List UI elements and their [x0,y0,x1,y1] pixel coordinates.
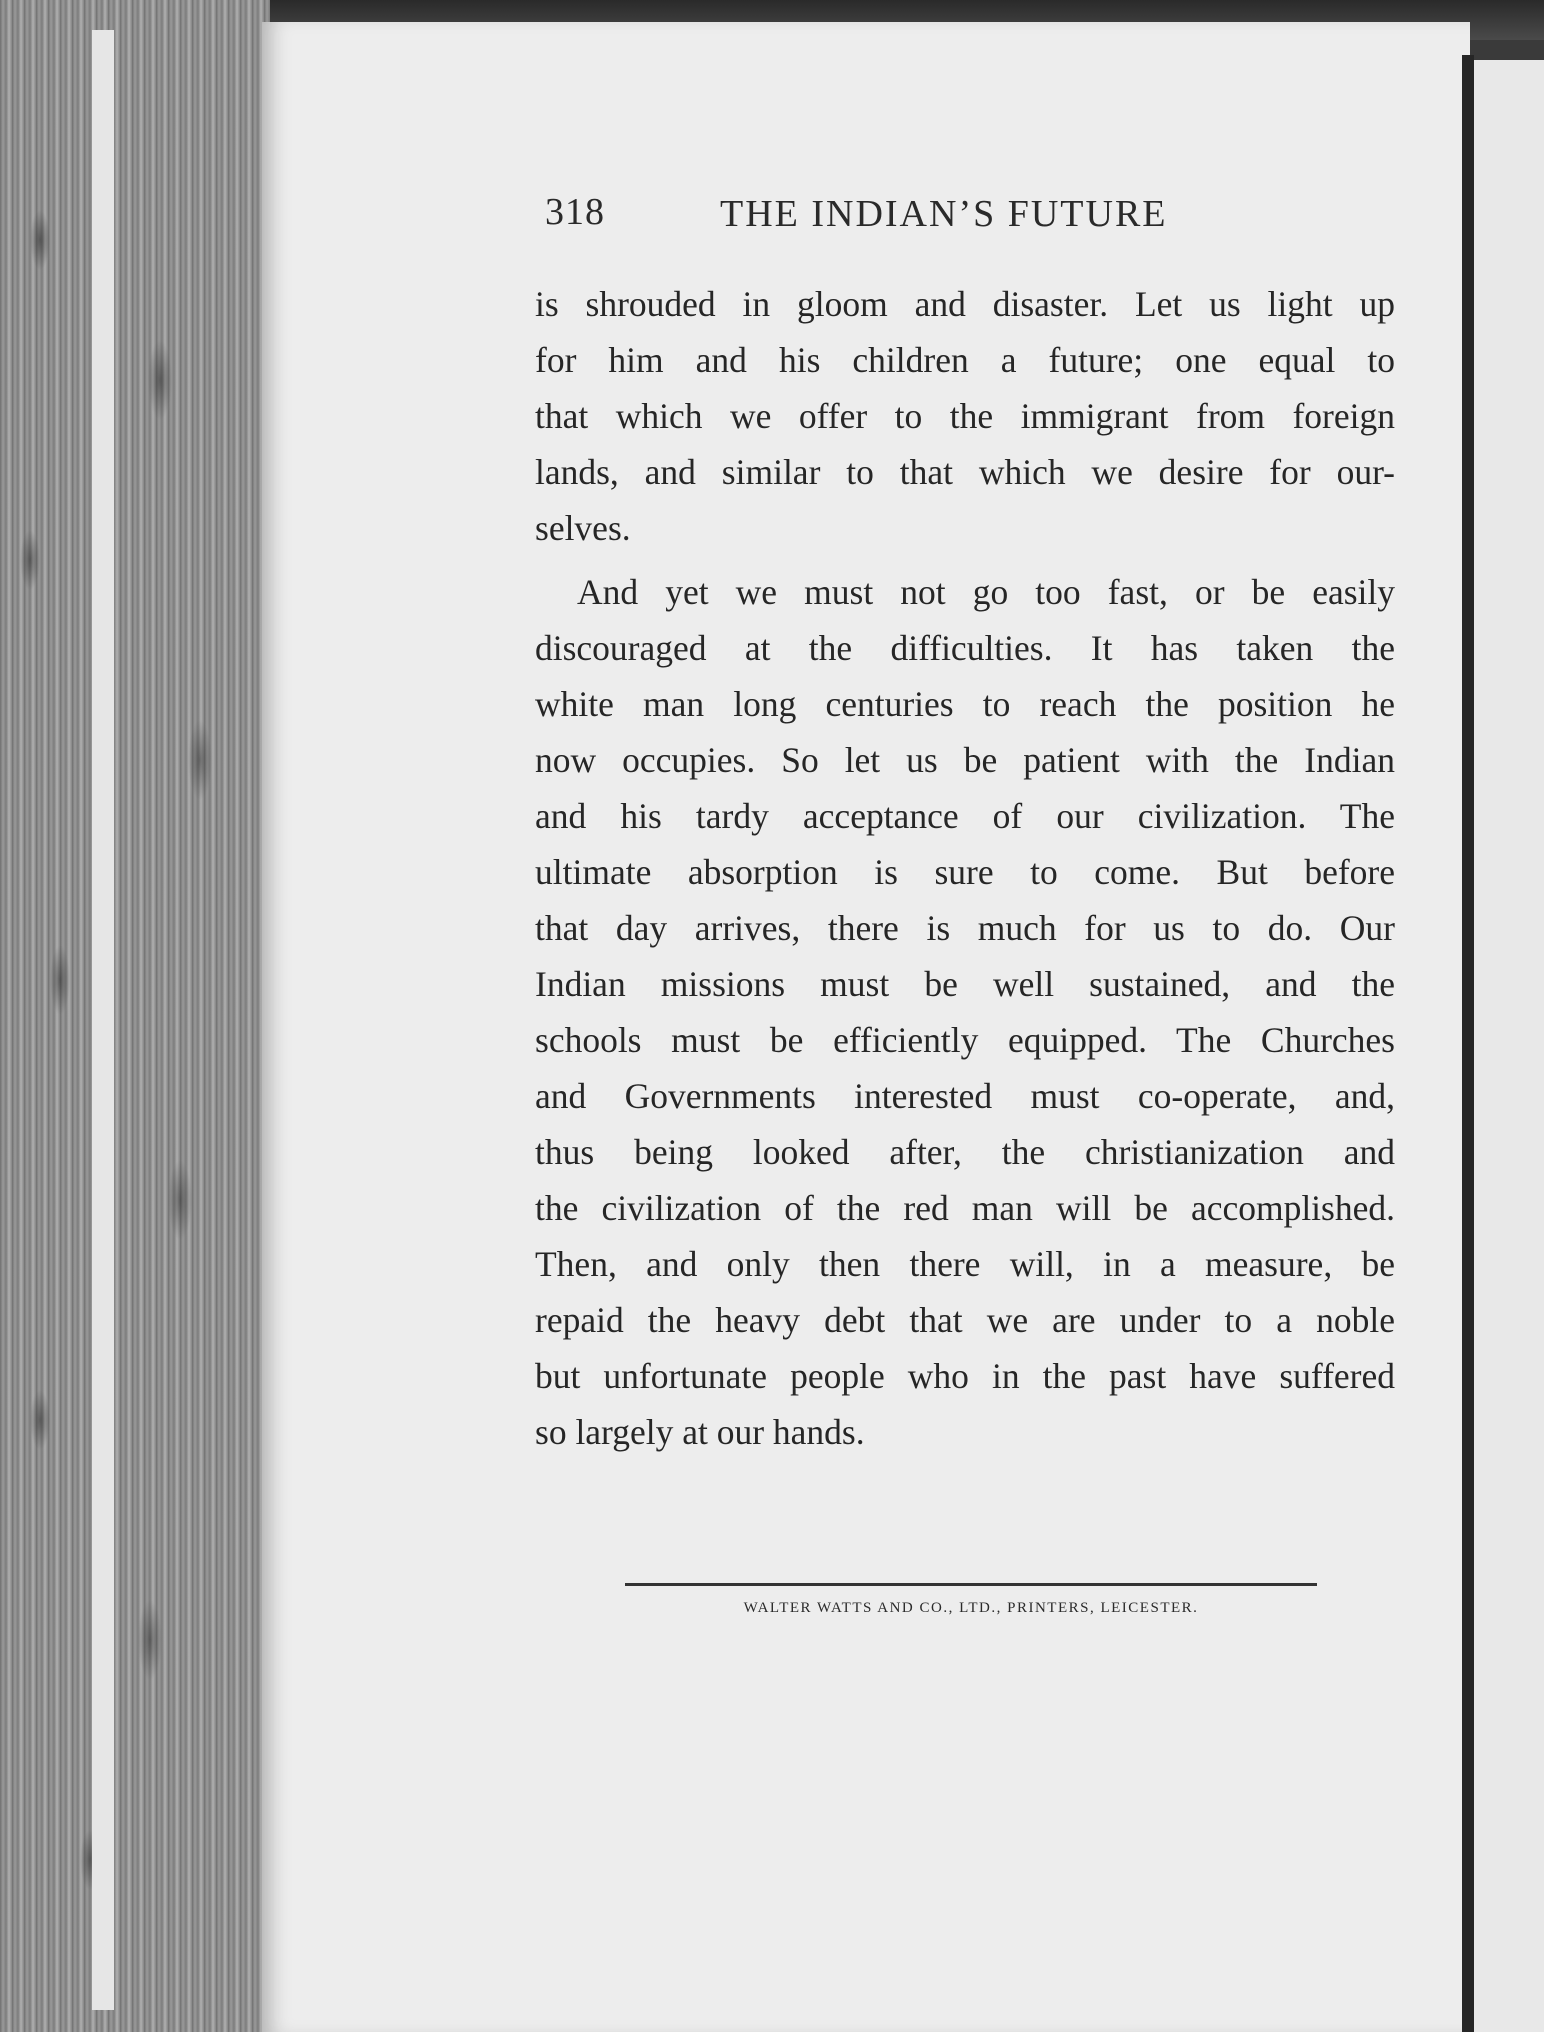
page-number: 318 [545,191,605,233]
page-edge-highlight [92,30,114,2010]
book-gutter [1462,55,1474,2032]
text-line: repaid the heavy debt that we are under to a noble [535,1300,1395,1340]
text-line: so largely at our hands. [535,1412,865,1452]
text-line: schools must be efficiently equipped. The Churches [535,1020,1395,1060]
text-line: now occupies. So let us be patient with the Indian [535,740,1395,780]
text-line: ultimate absorption is sure to come. But before [535,852,1395,892]
text-line: lands, and similar to that which we desire for our- [535,452,1395,492]
text-line: that day arrives, there is much for us to do. Our [535,908,1395,948]
text-line: discouraged at the difficulties. It has taken the [535,628,1395,668]
body-text [535,276,1395,1460]
text-line: is shrouded in gloom and disaster. Let us light up [535,284,1395,324]
running-head: THE INDIAN’S FUTURE [720,193,1168,235]
text-line: but unfortunate people who in the past have suffered [535,1356,1395,1396]
paragraph-break [535,556,1395,564]
facing-page [1474,60,1544,2032]
text-line: And yet we must not go too fast, or be easily [577,572,1395,612]
text-line: the civilization of the red man will be accomplished. [535,1188,1395,1228]
stacked-page-edges [0,0,270,2032]
footer-rule [625,1583,1317,1586]
page-header [545,190,1235,250]
text-line: Then, and only then there will, in a measure, be [535,1244,1395,1284]
text-line: and his tardy acceptance of our civilization. The [535,796,1395,836]
text-line: and Governments interested must co-operate, and, [535,1076,1395,1116]
text-line: for him and his children a future; one equal to [535,340,1395,380]
text-line: Indian missions must be well sustained, and the [535,964,1395,1004]
text-line: that which we offer to the immigrant from foreign [535,396,1395,436]
text-line: white man long centuries to reach the position he [535,684,1395,724]
printer-imprint: WALTER WATTS AND CO., LTD., PRINTERS, LEICESTER. [743,1600,1199,1616]
text-line: selves. [535,508,631,548]
text-line: thus being looked after, the christianization and [535,1132,1395,1172]
